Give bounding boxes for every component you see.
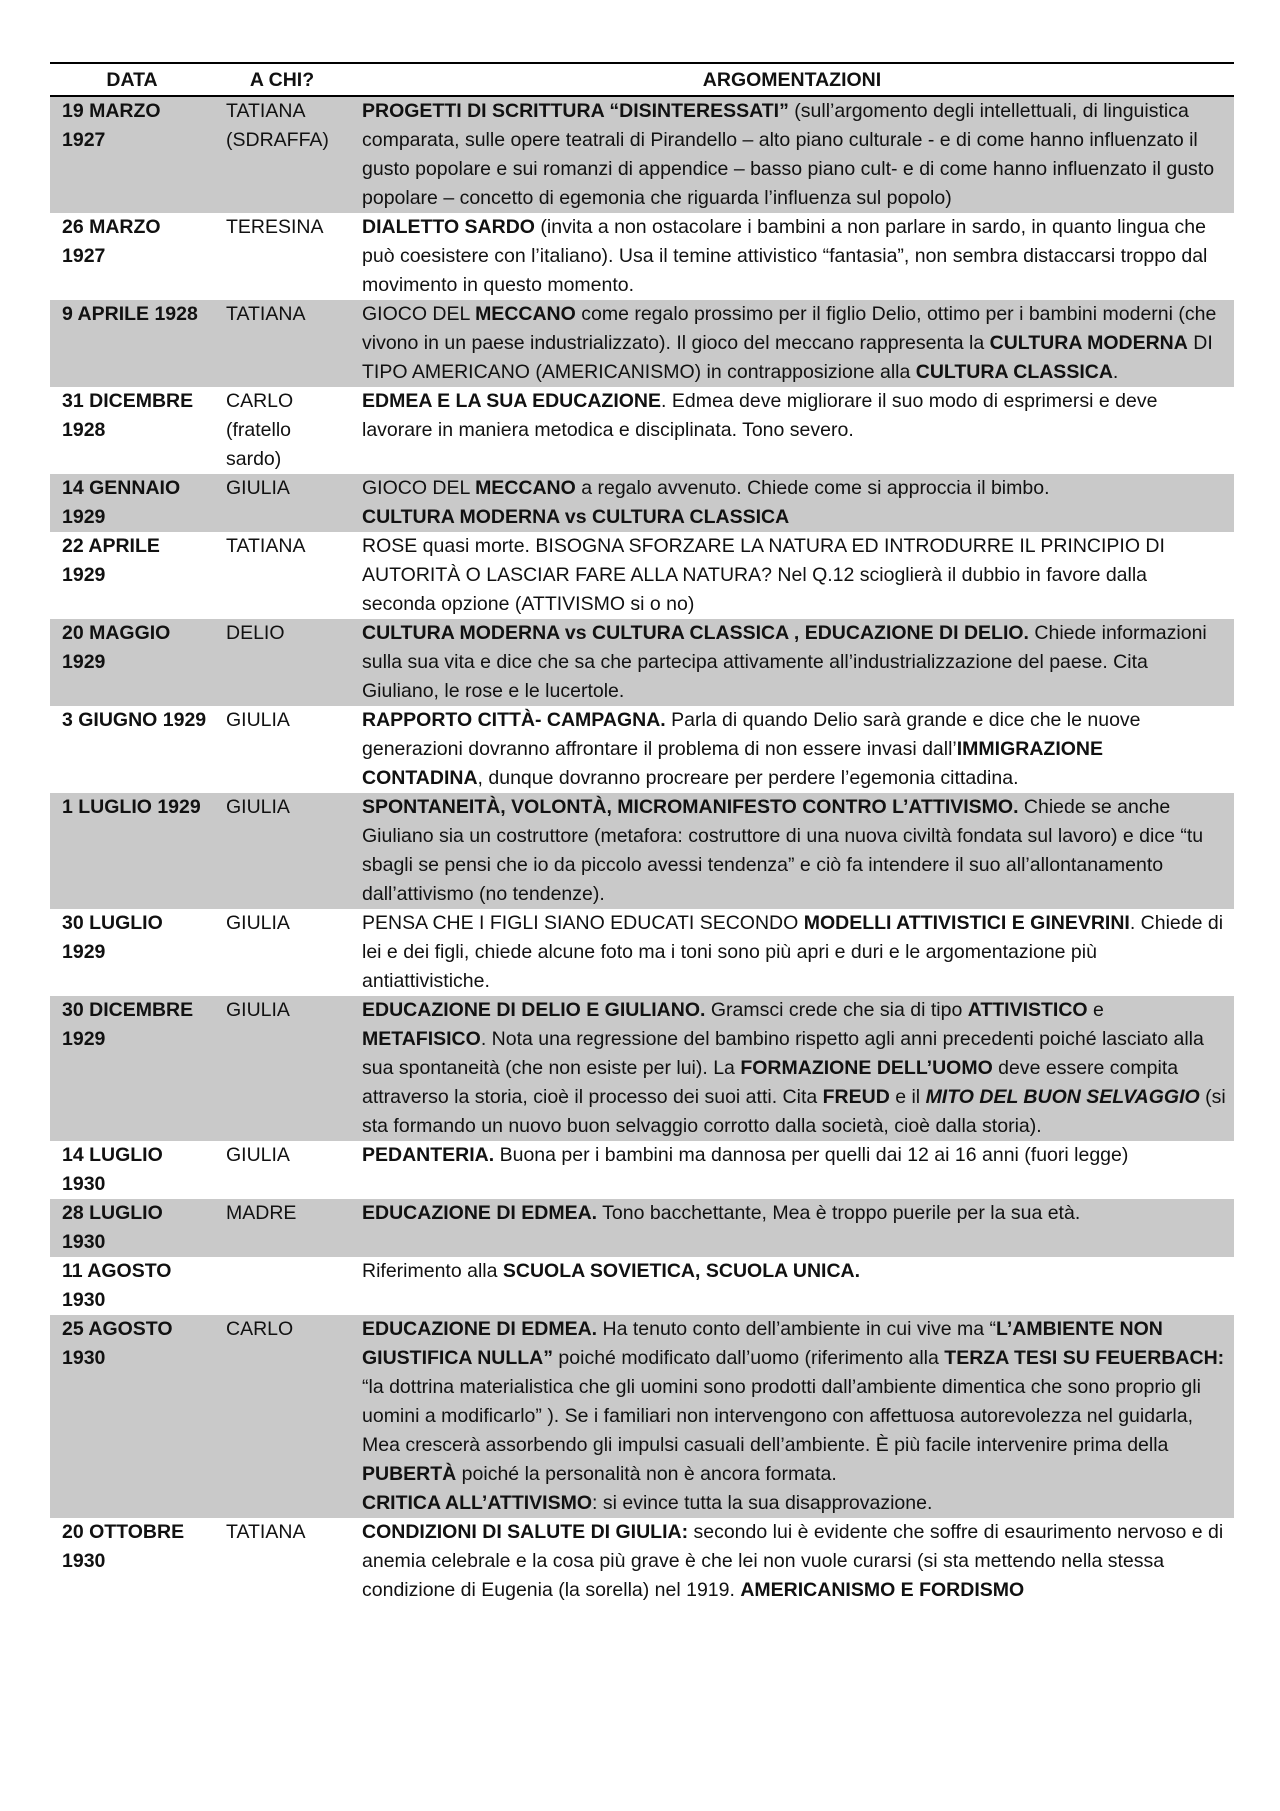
argument-text-segment: . Chiede di lei e dei figli, chiede alcune foto ma i toni sono più apri e duri e le argomentazione più antiattivistiche. (362, 912, 1224, 992)
argument-text-segment: : si evince tutta la sua disapprovazione. (592, 1492, 933, 1514)
table-row (50, 474, 1234, 532)
row-arguments (350, 532, 1234, 619)
argument-text-segment: EDUCAZIONE DI DELIO E GIULIANO. (362, 999, 706, 1021)
argument-text-segment: (invita a non ostacolare i bambini a non parlare in sardo, in quanto lingua che può coesistere con l’italiano). Usa il temine attivistico “fantasia”, non sembra distaccarsi troppo dal movimento in questo momento. (362, 216, 1208, 296)
header-date: DATA (50, 63, 214, 96)
argument-text-segment: EDUCAZIONE DI EDMEA. (362, 1202, 598, 1224)
argument-text-segment: PUBERTÀ (362, 1463, 457, 1485)
row-date: 14 GENNAIO 1929 (50, 474, 214, 532)
row-date: 20 OTTOBRE 1930 (62, 1521, 185, 1572)
row-recipient: TATIANA (226, 535, 306, 557)
row-arguments (350, 300, 1234, 387)
argument-text-segment: Tono bacchettante, Mea è troppo puerile per la sua età. (597, 1202, 1081, 1224)
row-recipient: TATIANA (SDRAFFA) (214, 96, 350, 213)
argument-text-segment: Gramsci crede che sia di tipo (705, 999, 968, 1021)
header-recipient: A CHI? (214, 63, 350, 96)
table-row (50, 1257, 1234, 1315)
row-date: 3 GIUGNO 1929 (62, 709, 207, 731)
table-row (50, 909, 1234, 996)
row-arguments (350, 909, 1234, 996)
row-arguments (350, 619, 1234, 706)
row-arguments (350, 1199, 1234, 1257)
argument-text-segment: GIOCO DEL (362, 303, 476, 325)
argument-text-segment: CULTURA CLASSICA (915, 361, 1113, 383)
argument-text-segment: DIALETTO SARDO (362, 216, 535, 238)
argument-text-segment: e il (889, 1086, 926, 1108)
argument-text-segment: (si sta formando un nuovo buon selvaggio corrotto dalla società, cioè dalla storia). (362, 1086, 1226, 1137)
row-date: 11 AGOSTO 1930 (62, 1260, 172, 1311)
table-row (50, 1518, 1234, 1605)
argument-text-segment: CONDIZIONI DI SALUTE DI GIULIA: (362, 1521, 689, 1543)
argument-text-segment: ATTIVISTICO (967, 999, 1088, 1021)
row-arguments (350, 996, 1234, 1141)
argument-text-segment: deve essere compita attraverso la storia, cioè il processo dei suoi atti. Cita (362, 1057, 1179, 1108)
table-row (50, 96, 1234, 213)
row-recipient: TERESINA (226, 216, 324, 238)
argument-text-segment: CRITICA ALL’ATTIVISMO (362, 1492, 593, 1514)
argument-text-segment: Riferimento alla (362, 1260, 503, 1282)
row-date: 31 DICEMBRE 1928 (62, 390, 194, 441)
argument-text-segment: Ha tenuto conto dell’ambiente in cui vive ma “ (597, 1318, 996, 1340)
argument-text-segment: . Nota una regressione del bambino rispetto agli anni precedenti poiché lasciato alla sua spontaneità (che non esiste per lui). La (362, 1028, 1204, 1079)
table-row (50, 1315, 1234, 1518)
argument-text-segment: SPONTANEITÀ, VOLONTÀ, MICROMANIFESTO CONTRO L’ATTIVISMO. (362, 796, 1019, 818)
row-recipient: GIULIA (226, 709, 290, 731)
argument-text-segment: SCUOLA SOVIETICA, SCUOLA UNICA. (502, 1260, 861, 1282)
argument-text-segment: EDMEA E LA SUA EDUCAZIONE (362, 390, 662, 412)
row-date: 25 AGOSTO 1930 (50, 1315, 214, 1518)
row-recipient: TATIANA (214, 300, 350, 387)
argument-text-segment: poiché modificato dall’uomo (riferimento alla (553, 1347, 945, 1369)
row-date: 22 APRILE 1929 (62, 535, 160, 586)
argument-text-segment: DI TIPO AMERICANO (AMERICANISMO) in contrapposizione alla (362, 332, 1213, 383)
argument-text-segment: MITO DEL BUON SELVAGGIO (925, 1086, 1200, 1108)
header-arguments: ARGOMENTAZIONI (350, 63, 1234, 96)
argument-text-segment: GIOCO DEL (362, 477, 476, 499)
row-date: 30 LUGLIO 1929 (62, 912, 163, 963)
argument-text-segment: MODELLI ATTIVISTICI E GINEVRINI (803, 912, 1130, 934)
row-date: 1 LUGLIO 1929 (50, 793, 214, 909)
argument-text-segment: FORMAZIONE DELL’UOMO (740, 1057, 993, 1079)
row-recipient (214, 1257, 350, 1315)
table-body (50, 96, 1234, 1605)
argument-text-segment: TERZA TESI SU FEUERBACH: (944, 1347, 1225, 1369)
argument-text-segment: Chiede se anche Giuliano sia un costruttore (metafora: costruttore di una nuova civiltà fondata sul lavoro) e dice “tu sbagli se pensi che io da piccolo avessi tendenza” e ciò fa intendere il suo all’allontanamento dall’attivismo (no tendenze). (362, 796, 1204, 905)
argument-text-segment: secondo lui è evidente che soffre di esaurimento nervoso e di anemia celebrale e la cosa più grave è che lei non vuole curarsi (si sta mettendo nella stessa condizione di Eugenia (la sorella) nel 1919. (362, 1521, 1224, 1601)
argument-text-segment: (sull’argomento degli intellettuali, di linguistica comparata, sulle opere teatrali di Pirandello – alto piano culturale - e di come hanno influenzato il gusto popolare e sui romanzi di appendice – basso piano cult- e di come hanno influenzato il gusto popolare – concetto di egemonia che riguarda l’influenza sul popolo) (362, 100, 1215, 209)
argument-text-segment: EDUCAZIONE DI EDMEA. (362, 1318, 598, 1340)
row-recipient: CARLO (fratello sardo) (226, 390, 294, 470)
table-row (50, 793, 1234, 909)
document-page (50, 62, 1234, 1605)
table-row (50, 619, 1234, 706)
argument-text-segment: METAFISICO (362, 1028, 481, 1050)
argument-text-segment: PEDANTERIA. (362, 1144, 495, 1166)
argument-text-segment: e (1087, 999, 1104, 1021)
argument-text-segment: MECCANO (475, 477, 576, 499)
row-date: 19 MARZO 1927 (50, 96, 214, 213)
row-arguments (350, 213, 1234, 300)
argument-text-segment: , dunque dovranno procreare per perdere l’egemonia cittadina. (477, 767, 1019, 789)
argument-text-segment: IMMIGRAZIONE CONTADINA (362, 738, 1103, 789)
row-recipient: CARLO (214, 1315, 350, 1518)
argument-text-segment: ROSE quasi morte. BISOGNA SFORZARE LA NATURA ED INTRODURRE IL PRINCIPIO DI AUTORITÀ O LASCIAR FARE ALLA NATURA? Nel Q.12 scioglierà il dubbio in favore dalla seconda opzione (ATTIVISMO si o no) (362, 535, 1165, 615)
row-date: 30 DICEMBRE 1929 (50, 996, 214, 1141)
letters-table (50, 62, 1234, 1605)
argument-text-segment: poiché la personalità non è ancora formata. (456, 1463, 837, 1485)
argument-text-segment: “la dottrina materialistica che gli uomini sono prodotti dall’ambiente dimentica che sono proprio gli uomini a modificarlo” ). Se i familiari non intervengono con affettuosa autorevolezza nel guidarla, Mea crescerà assorbendo gli impulsi casuali dell’ambiente. È più facile intervenire prima della (362, 1376, 1201, 1456)
row-recipient: GIULIA (214, 474, 350, 532)
row-arguments (350, 387, 1234, 474)
argument-text-segment: CULTURA MODERNA vs CULTURA CLASSICA , EDUCAZIONE DI DELIO. (362, 622, 1029, 644)
row-arguments (350, 793, 1234, 909)
table-row (50, 1141, 1234, 1199)
argument-text-segment: PROGETTI DI SCRITTURA “DISINTERESSATI” (362, 100, 789, 122)
row-date: 20 MAGGIO 1929 (50, 619, 214, 706)
argument-text-segment: RAPPORTO CITTÀ- CAMPAGNA. (362, 709, 666, 731)
row-date: 14 LUGLIO 1930 (62, 1144, 163, 1195)
row-arguments (350, 96, 1234, 213)
row-date: 26 MARZO 1927 (62, 216, 161, 267)
row-recipient: TATIANA (226, 1521, 306, 1543)
row-date: 9 APRILE 1928 (50, 300, 214, 387)
argument-text-segment: MECCANO (475, 303, 576, 325)
row-recipient: GIULIA (214, 793, 350, 909)
argument-text-segment: L’AMBIENTE NON GIUSTIFICA NULLA” (362, 1318, 1163, 1369)
row-arguments (350, 1141, 1234, 1199)
table-row (50, 996, 1234, 1141)
argument-text-segment: FREUD (822, 1086, 890, 1108)
row-arguments (350, 1257, 1234, 1315)
argument-text-segment: Chiede informazioni sulla sua vita e dice che sa che partecipa attivamente all’industrializzazione del paese. Cita Giuliano, le rose e le lucertole. (362, 622, 1207, 702)
argument-text-segment: CULTURA MODERNA vs CULTURA CLASSICA (362, 506, 790, 528)
table-row (50, 213, 1234, 300)
argument-text-segment: . (1112, 361, 1119, 383)
argument-text-segment: come regalo prossimo per il figlio Delio, ottimo per i bambini moderni (che vivono in un paese industrializzato). Il gioco del meccano rappresenta la (362, 303, 1217, 354)
table-row (50, 1199, 1234, 1257)
row-recipient: MADRE (214, 1199, 350, 1257)
argument-text-segment: PENSA CHE I FIGLI SIANO EDUCATI SECONDO (362, 912, 804, 934)
table-row (50, 706, 1234, 793)
row-arguments (350, 1518, 1234, 1605)
argument-text-segment: Parla di quando Delio sarà grande e dice che le nuove generazioni dovranno affrontare il problema di non essere invasi dall’ (362, 709, 1141, 760)
row-recipient: GIULIA (214, 996, 350, 1141)
table-header-row (50, 63, 1234, 96)
table-row (50, 387, 1234, 474)
argument-text-segment: a regalo avvenuto. Chiede come si approccia il bimbo. (575, 477, 1050, 499)
argument-text-segment: CULTURA MODERNA (989, 332, 1188, 354)
row-recipient: GIULIA (226, 912, 290, 934)
row-arguments (350, 1315, 1234, 1518)
row-recipient: GIULIA (226, 1144, 290, 1166)
argument-text-segment: Buona per i bambini ma dannosa per quelli dai 12 ai 16 anni (fuori legge) (494, 1144, 1129, 1166)
row-arguments (350, 474, 1234, 532)
table-row (50, 532, 1234, 619)
argument-text-segment: AMERICANISMO E FORDISMO (740, 1579, 1025, 1601)
argument-text-segment: . Edmea deve migliorare il suo modo di esprimersi e deve lavorare in maniera metodica e disciplinata. Tono severo. (362, 390, 1158, 441)
row-recipient: DELIO (214, 619, 350, 706)
row-arguments (350, 706, 1234, 793)
table-row (50, 300, 1234, 387)
row-date: 28 LUGLIO 1930 (50, 1199, 214, 1257)
